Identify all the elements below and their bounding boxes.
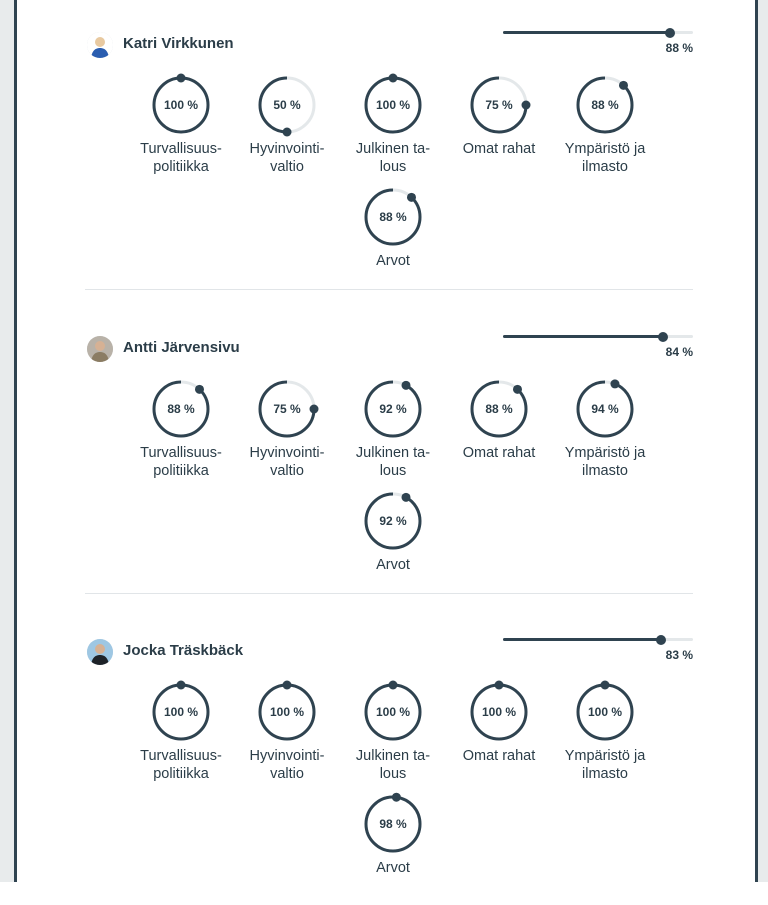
- topic-label-line: Arvot: [376, 860, 410, 876]
- topic-label-line: Ympäristö ja: [564, 141, 646, 157]
- match-bar-knob: [658, 332, 668, 342]
- candidate-card[interactable]: [17, 0, 761, 290]
- topic-label: [333, 859, 453, 877]
- candidate-divider: [85, 289, 693, 290]
- topic-score-gauge: [343, 76, 443, 186]
- topic-label-line: Hyvinvointi-: [249, 141, 325, 157]
- match-bar: [503, 31, 693, 34]
- candidate-photo-icon: [87, 336, 113, 362]
- topic-label-line: Hyvinvointi-: [249, 748, 325, 764]
- topic-label: [227, 140, 347, 176]
- topic-score-gauge: [343, 380, 443, 490]
- topic-score-gauge: [343, 492, 443, 602]
- score-value: 75 %: [485, 98, 513, 112]
- topic-label-line: Omat rahat: [462, 445, 536, 461]
- topic-score-gauge: [237, 683, 337, 793]
- topic-score-gauge: [131, 76, 231, 186]
- score-value: 100 %: [375, 98, 411, 112]
- topic-label-line: politiikka: [153, 766, 209, 782]
- topic-label-line: valtio: [270, 463, 304, 479]
- score-value: 100 %: [587, 705, 623, 719]
- candidate-photo-icon: [87, 639, 113, 665]
- match-bar: [503, 335, 693, 338]
- topic-label: [333, 556, 453, 574]
- topic-label: [545, 140, 665, 176]
- score-value: 94 %: [591, 402, 619, 416]
- topic-label-line: Julkinen ta-: [355, 748, 431, 764]
- topic-label-line: Omat rahat: [462, 141, 536, 157]
- topic-label: [439, 444, 559, 462]
- topic-label-line: Hyvinvointi-: [249, 445, 325, 461]
- topic-label-line: politiikka: [153, 463, 209, 479]
- candidate-divider: [85, 593, 693, 594]
- topic-label: [333, 444, 453, 480]
- topic-label-line: ilmasto: [582, 463, 628, 479]
- topic-label: [333, 140, 453, 176]
- topic-label-line: Julkinen ta-: [355, 445, 431, 461]
- candidate-card[interactable]: [17, 304, 761, 594]
- topic-label-line: Ympäristö ja: [564, 445, 646, 461]
- topic-label-line: valtio: [270, 766, 304, 782]
- candidate-header[interactable]: [17, 607, 761, 667]
- topic-label-line: ilmasto: [582, 159, 628, 175]
- candidate-header[interactable]: [17, 0, 761, 60]
- match-bar-knob: [665, 28, 675, 38]
- topic-score-gauge: [555, 76, 655, 186]
- topic-score-gauge: [555, 683, 655, 793]
- score-value: 88 %: [485, 402, 513, 416]
- match-bar-fill: [503, 638, 661, 641]
- topic-label-line: Arvot: [376, 557, 410, 573]
- score-value: 88 %: [379, 210, 407, 224]
- topic-label-line: Turvallisuus-: [140, 141, 222, 157]
- topic-label: [121, 140, 241, 176]
- topic-label-line: Turvallisuus-: [140, 445, 222, 461]
- topic-score-gauge: [343, 683, 443, 793]
- match-bar-fill: [503, 335, 663, 338]
- score-value: 100 %: [481, 705, 517, 719]
- topic-label: [333, 747, 453, 783]
- topic-label-line: politiikka: [153, 159, 209, 175]
- topic-label-line: ilmasto: [582, 766, 628, 782]
- match-percentage: 88 %: [665, 41, 693, 55]
- topic-label: [545, 747, 665, 783]
- topic-label: [545, 444, 665, 480]
- topic-score-gauge: [131, 380, 231, 490]
- topic-label-line: lous: [379, 463, 407, 479]
- topic-label: [227, 747, 347, 783]
- topic-score-gauge: [237, 76, 337, 186]
- topic-score-gauge: [237, 380, 337, 490]
- topic-label-line: Turvallisuus-: [140, 748, 222, 764]
- score-value: 92 %: [379, 514, 407, 528]
- candidate-header[interactable]: [17, 304, 761, 364]
- candidate-name: Jocka Träskbäck: [123, 642, 244, 659]
- results-panel: [14, 0, 758, 882]
- topic-label-line: Arvot: [376, 253, 410, 269]
- topic-label-line: Omat rahat: [462, 748, 536, 764]
- candidate-card[interactable]: [17, 607, 761, 897]
- topic-score-gauge: [449, 76, 549, 186]
- score-value: 100 %: [163, 705, 199, 719]
- score-value: 88 %: [167, 402, 195, 416]
- topic-label: [439, 747, 559, 765]
- score-value: 50 %: [273, 98, 301, 112]
- topic-label-line: Julkinen ta-: [355, 141, 431, 157]
- topic-score-gauge: [449, 683, 549, 793]
- match-percentage: 83 %: [665, 648, 693, 662]
- score-value: 100 %: [269, 705, 305, 719]
- topic-label-line: lous: [379, 159, 407, 175]
- match-bar-knob: [656, 635, 666, 645]
- topic-label: [227, 444, 347, 480]
- topic-label: [121, 747, 241, 783]
- candidate-name: Katri Virkkunen: [123, 35, 234, 52]
- match-percentage: 84 %: [665, 345, 693, 359]
- candidate-photo-icon: [87, 32, 113, 58]
- candidate-name: Antti Järvensivu: [123, 339, 240, 356]
- match-bar: [503, 638, 693, 641]
- score-value: 75 %: [273, 402, 301, 416]
- topic-score-gauge: [131, 683, 231, 793]
- topic-label-line: valtio: [270, 159, 304, 175]
- score-value: 92 %: [379, 402, 407, 416]
- topic-label-line: lous: [379, 766, 407, 782]
- topic-score-gauge: [555, 380, 655, 490]
- match-bar-fill: [503, 31, 670, 34]
- topic-label: [439, 140, 559, 158]
- score-value: 98 %: [379, 817, 407, 831]
- topic-score-gauge: [343, 188, 443, 298]
- score-value: 100 %: [163, 98, 199, 112]
- topic-score-gauge: [343, 795, 443, 905]
- score-value: 88 %: [591, 98, 619, 112]
- score-value: 100 %: [375, 705, 411, 719]
- topic-label: [333, 252, 453, 270]
- topic-label: [121, 444, 241, 480]
- topic-label-line: Ympäristö ja: [564, 748, 646, 764]
- topic-score-gauge: [449, 380, 549, 490]
